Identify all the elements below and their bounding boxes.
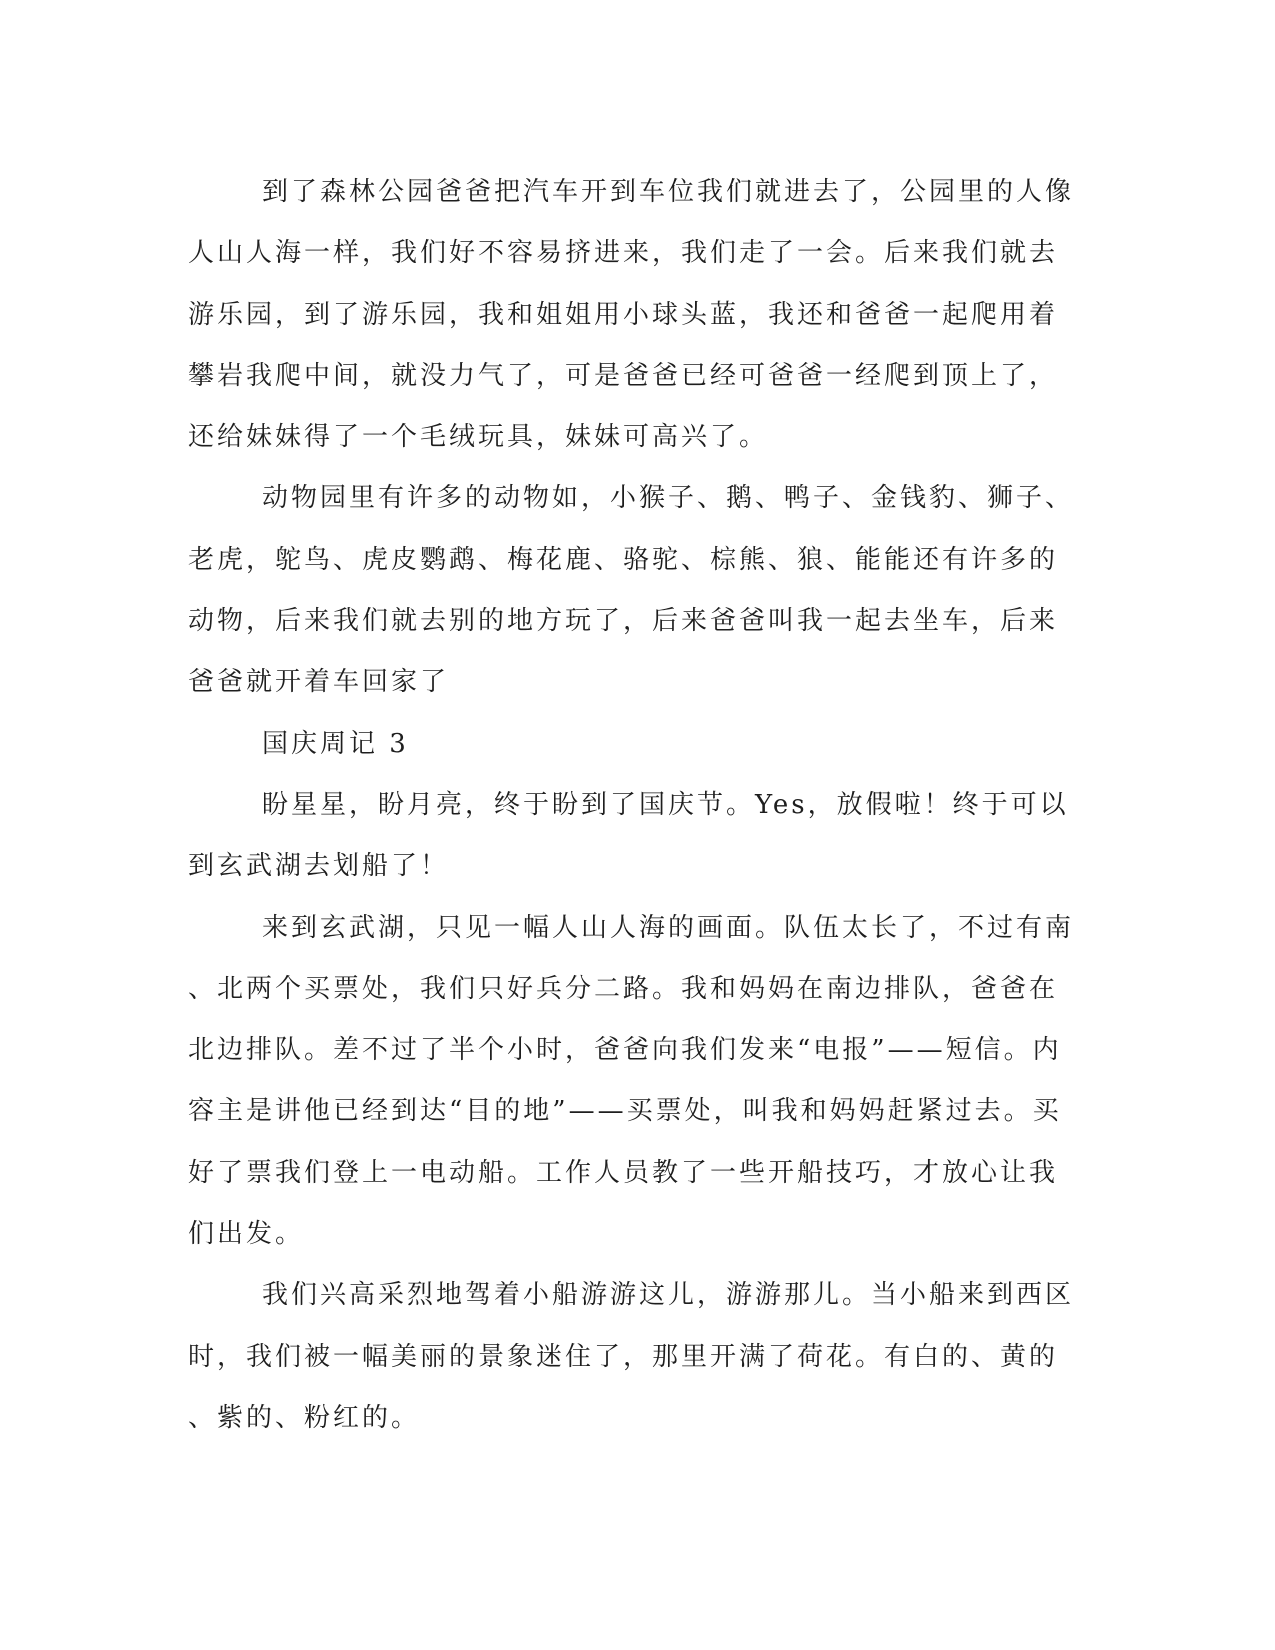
text-line: 、北两个买票处，我们只好兵分二路。我和妈妈在南边排队，爸爸在 bbox=[188, 973, 1059, 1004]
section-heading: 国庆周记 3 bbox=[262, 728, 409, 759]
text-line: 时，我们被一幅美丽的景象迷住了，那里开满了荷花。有白的、黄的 bbox=[188, 1341, 1059, 1372]
text-line: 人山人海一样，我们好不容易挤进来，我们走了一会。后来我们就去 bbox=[188, 238, 1059, 269]
text-line: 爸爸就开着车回家了 bbox=[188, 667, 450, 698]
text-line: 容主是讲他已经到达“目的地”——买票处，叫我和妈妈赶紧过去。买 bbox=[188, 1096, 1062, 1127]
text-line: 我们兴高采烈地驾着小船游游这儿，游游那儿。当小船来到西区 bbox=[262, 1280, 1075, 1311]
text-line: 好了票我们登上一电动船。工作人员教了一些开船技巧，才放心让我 bbox=[188, 1157, 1059, 1188]
text-line: 老虎，鸵鸟、虎皮鹦鹉、梅花鹿、骆驼、棕熊、狼、能能还有许多的 bbox=[188, 544, 1059, 575]
text-line: 攀岩我爬中间，就没力气了，可是爸爸已经可爸爸一经爬到顶上了， bbox=[188, 360, 1059, 391]
text-line: 动物园里有许多的动物如，小猴子、鹅、鸭子、金钱豹、狮子、 bbox=[262, 483, 1075, 514]
text-line: 盼星星，盼月亮，终于盼到了国庆节。Yes，放假啦！终于可以 bbox=[262, 789, 1069, 820]
text-line: 还给妹妹得了一个毛绒玩具，妹妹可高兴了。 bbox=[188, 422, 769, 453]
text-line: 到玄武湖去划船了！ bbox=[188, 851, 450, 882]
text-line: 游乐园，到了游乐园，我和姐姐用小球头蓝，我还和爸爸一起爬用着 bbox=[188, 299, 1059, 330]
text-line: 来到玄武湖，只见一幅人山人海的画面。队伍太长了，不过有南 bbox=[262, 912, 1075, 943]
text-line: 北边排队。差不过了半个小时，爸爸向我们发来“电报”——短信。内 bbox=[188, 1035, 1062, 1066]
text-line: 到了森林公园爸爸把汽车开到车位我们就进去了，公园里的人像 bbox=[262, 177, 1075, 207]
text-line: 、紫的、粉红的。 bbox=[188, 1402, 421, 1433]
text-line: 们出发。 bbox=[188, 1219, 305, 1250]
text-line: 动物，后来我们就去别的地方玩了，后来爸爸叫我一起去坐车，后来 bbox=[188, 606, 1059, 637]
document-body bbox=[188, 162, 1075, 1449]
